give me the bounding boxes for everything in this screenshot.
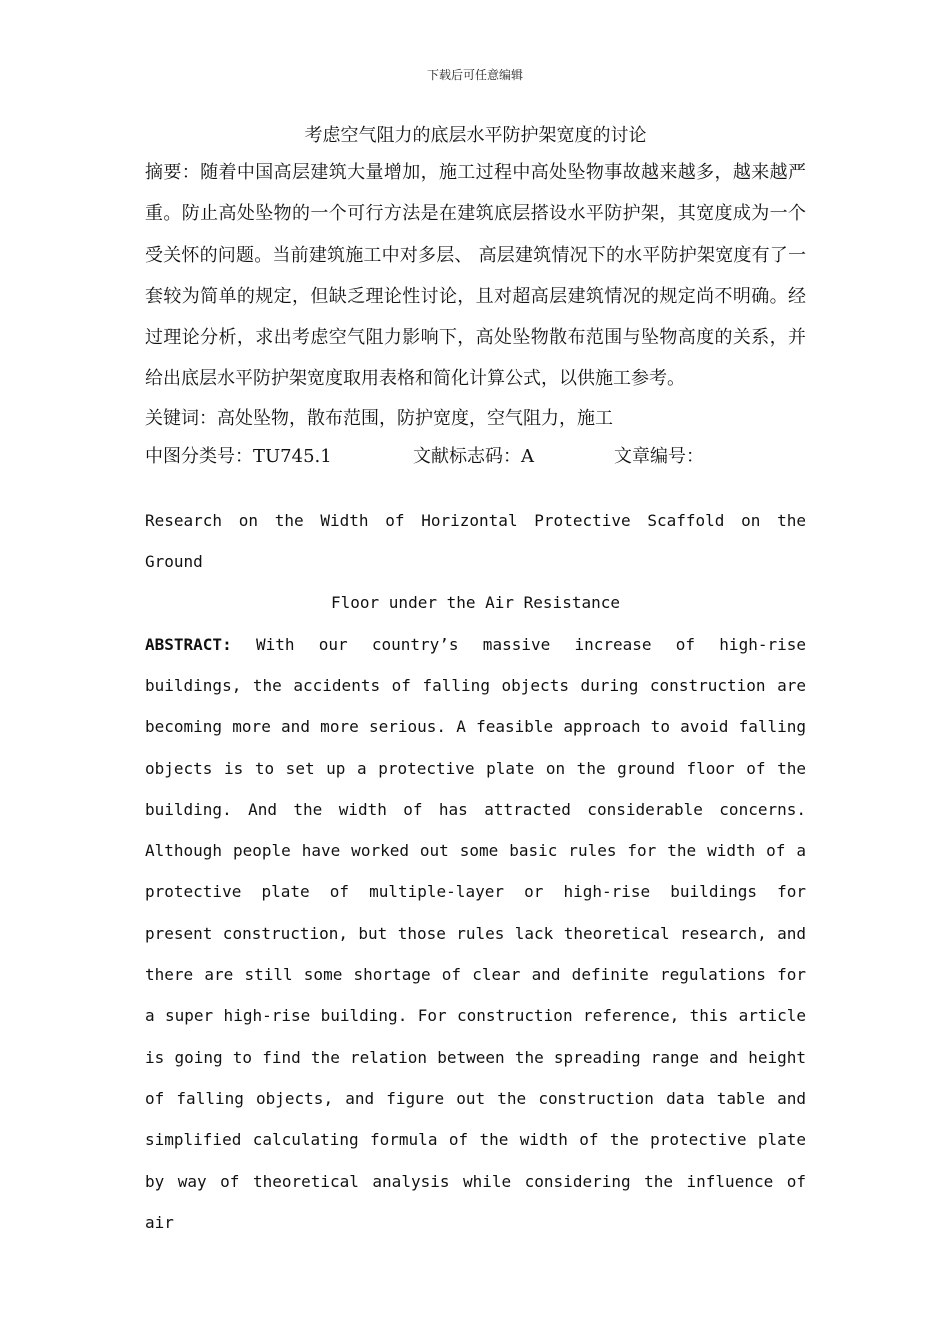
article-number: 文章编号：	[614, 445, 704, 467]
abstract-body: With our country’s massive increase of high-rise buildings, the accidents of falling objects during construction are becoming more and more serious. A feasible approach to avoid falling objects is to set up a protective plate on the ground floor of the building. And the width of has attracted considerable concerns. Although people have worked out some basic rules for the width of a protective plate of multiple-layer or high-rise buildings for present construction, but those rules lack theoretical research, and there are still some shortage of clear and definite regulations for a super high-rise building. For construction reference, this article is going to find the relation between the spreading range and height of falling objects, and figure out the construction data table and simplified calculating formula of the width of the protective plate by way of theoretical analysis while considering the influence of air	[145, 634, 806, 1232]
english-title	[145, 500, 806, 624]
english-abstract	[145, 624, 806, 1243]
content-area	[145, 120, 806, 1243]
clc-number: 中图分类号：TU745.1	[145, 445, 332, 467]
english-title-line1: Research on the Width of Horizontal Protective Scaffold on the Ground	[145, 510, 806, 572]
chinese-keywords: 关键词：高处坠物，散布范围，防护宽度，空气阻力，施工	[145, 407, 613, 429]
english-title-line2: Floor under the Air Resistance	[331, 593, 620, 613]
abstract-label: ABSTRACT:	[145, 634, 232, 654]
chinese-title: 考虑空气阻力的底层水平防护架宽度的讨论	[304, 125, 647, 146]
document-code: 文献标志码：A	[413, 445, 534, 467]
chinese-abstract: 摘要：随着中国高层建筑大量增加，施工过程中高处坠物事故越来越多，越来越严重。防止高处坠物的一个可行方法是在建筑底层搭设水平防护架，其宽度成为一个受关怀的问题。当前建筑施工中对多层、 高层建筑情况下的水平防护架宽度有了一套较为简单的规定，但缺乏理论性讨论，且对超高层建筑情况的规定尚不明确。经过理论分析，求出考虑空气阻力影响下，高处坠物散布范围与坠物高度的关系，并给出底层水平防护架宽度取用表格和简化计算公式，以供施工参考。	[145, 162, 806, 390]
header-note: 下载后可任意编辑	[426, 68, 523, 82]
classification-row	[145, 438, 806, 476]
